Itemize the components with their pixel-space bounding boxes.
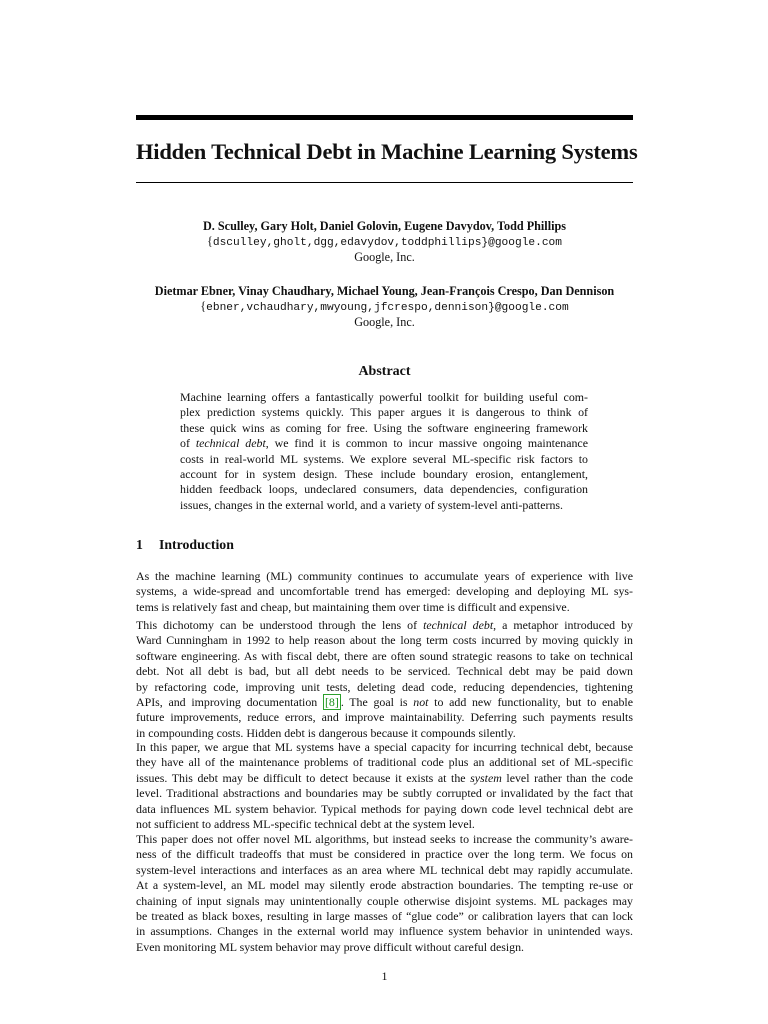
section-heading	[136, 536, 234, 554]
paragraph-line: As the machine learning (ML) community continues to accumulate years of experience with live	[136, 569, 633, 583]
emphasis-text: technical debt	[423, 618, 494, 632]
title-top-rule	[136, 115, 633, 120]
paragraph-line: APIs, and improving documentation [8] . The goal is not to add new functionality, but to enable	[136, 695, 633, 710]
email-brace-open: {	[200, 299, 207, 313]
paragraph-line: system-level interactions and interfaces as an area where ML technical debt may rapidly accumulate.	[136, 862, 633, 877]
author-group-1	[136, 218, 633, 264]
paragraph-line: Even monitoring ML system behavior may prove difficult without careful design.	[136, 939, 525, 954]
email-brace-open: {	[207, 234, 213, 248]
paragraph-line: not sufficient to address ML-specific technical debt at the system level.	[136, 817, 475, 832]
abstract-body	[180, 390, 588, 513]
email-usernames: ebner,vchaudhary,mwyoung,jfcrespo,dennison	[206, 302, 489, 314]
paragraph-line: ness of the difficult tradeoffs that must be considered in practice over the long term. We focus on	[136, 847, 633, 862]
paragraph-2	[136, 618, 633, 741]
paragraph-line: by refactoring code, improving unit tests, deleting dead code, reducing dependencies, tightening	[136, 679, 633, 694]
email-domain: }@google.com	[481, 237, 562, 249]
abstract-heading: Abstract	[358, 364, 411, 379]
author-emails	[136, 234, 633, 250]
paragraph-line: debt. Not all debt is bad, but all debt needs to be serviced. Technical debt may be paid down	[136, 664, 633, 679]
paragraph-line: they have all of the maintenance problems of traditional code plus an additional set of ML-specific	[136, 755, 633, 770]
paragraph-line: This paper does not offer novel ML algorithms, but instead seeks to increase the community’s aware-	[136, 832, 633, 846]
paragraph-line: Ward Cunningham in 1992 to help reason about the long term costs incurred by moving quickly in	[136, 633, 633, 648]
title-bottom-rule	[136, 182, 633, 183]
paragraph-line: At a system-level, an ML model may silently erode abstraction boundaries. The tempting re-use or	[136, 878, 633, 893]
author-names: Dietmar Ebner, Vinay Chaudhary, Michael Young, Jean-François Crespo, Dan Dennison	[154, 284, 615, 298]
paragraph-3	[136, 740, 633, 832]
paragraph-line: data influences ML system behavior. Typical methods for paying down code level technical debt are	[136, 801, 633, 816]
section-number: 1	[136, 537, 143, 552]
abstract-line: account for in system design. These include boundary erosion, entanglement,	[180, 467, 588, 482]
emphasis-text: technical debt	[195, 436, 266, 451]
paragraph-line: This dichotomy can be understood through the lens of technical debt, a metaphor introduced by	[136, 618, 633, 632]
abstract-line: of technical debt, we find it is common to incur massive ongoing maintenance	[180, 436, 588, 451]
paragraph-1	[136, 569, 633, 615]
paragraph-line: tems is relatively fast and cheap, but maintaining them over time is difficult and expensive.	[136, 599, 570, 614]
paragraph-line: future improvements, reduce errors, and improve maintainability. Deferring such payments results	[136, 710, 633, 725]
page-number: 1	[381, 969, 388, 983]
author-affiliation: Google, Inc.	[354, 315, 415, 329]
author-names: D. Sculley, Gary Holt, Daniel Golovin, Eugene Davydov, Todd Phillips	[203, 219, 566, 233]
paragraph-line: in assumptions. Changes in the external world may influence system behavior in unintended ways.	[136, 924, 633, 939]
paragraph-line: systems, a wide-spread and uncomfortable trend has emerged: developing and deploying ML sys-	[136, 584, 633, 599]
paragraph-line: In this paper, we argue that ML systems have a special capacity for incurring technical debt, because	[136, 740, 633, 754]
citation-link[interactable]: [8]	[324, 695, 339, 710]
abstract-line: hidden feedback loops, undeclared consumers, data dependencies, configuration	[180, 482, 588, 497]
author-affiliation: Google, Inc.	[354, 250, 415, 264]
author-emails	[136, 299, 633, 315]
abstract-line: these quick wins as coming for free. Using the software engineering framework	[180, 420, 588, 435]
abstract-line: Machine learning offers a fantastically powerful toolkit for building useful com-	[180, 390, 588, 404]
emphasis-text: not	[413, 695, 429, 710]
author-group-2	[136, 283, 633, 329]
paper-title: Hidden Technical Debt in Machine Learning Systems	[136, 139, 638, 164]
paragraph-line: issues. This debt may be difficult to detect because it exists at the system level rather than the code	[136, 770, 633, 785]
paragraph-line: chaining of input signals may unintentionally couple otherwise disjoint systems. ML packages may	[136, 893, 633, 908]
paragraph-line: level. Traditional abstractions and boundaries may be subtly corrupted or invalidated by the fact that	[136, 786, 633, 801]
email-usernames: dsculley,gholt,dgg,edavydov,toddphillips	[212, 237, 482, 249]
paragraph-line: in compounding costs. Hidden debt is dangerous because it compounds silently.	[136, 725, 516, 740]
section-title: Introduction	[159, 537, 234, 552]
abstract-line: plex prediction systems quickly. This paper argues it is dangerous to think of	[180, 405, 588, 420]
paragraph-line: software engineering. As with fiscal debt, there are often sound strategic reasons to take on technical	[136, 648, 633, 663]
abstract-line: costs in real-world ML systems. We explore several ML-specific risk factors to	[180, 451, 588, 466]
abstract-line: issues, changes in the external world, and a variety of system-level anti-patterns.	[180, 497, 564, 512]
paragraph-4	[136, 832, 633, 955]
emphasis-text: system	[470, 770, 502, 785]
email-domain: }@google.com	[488, 302, 569, 314]
paragraph-line: be treated as black boxes, resulting in large masses of “glue code” or calibration layers that can lock	[136, 909, 633, 924]
